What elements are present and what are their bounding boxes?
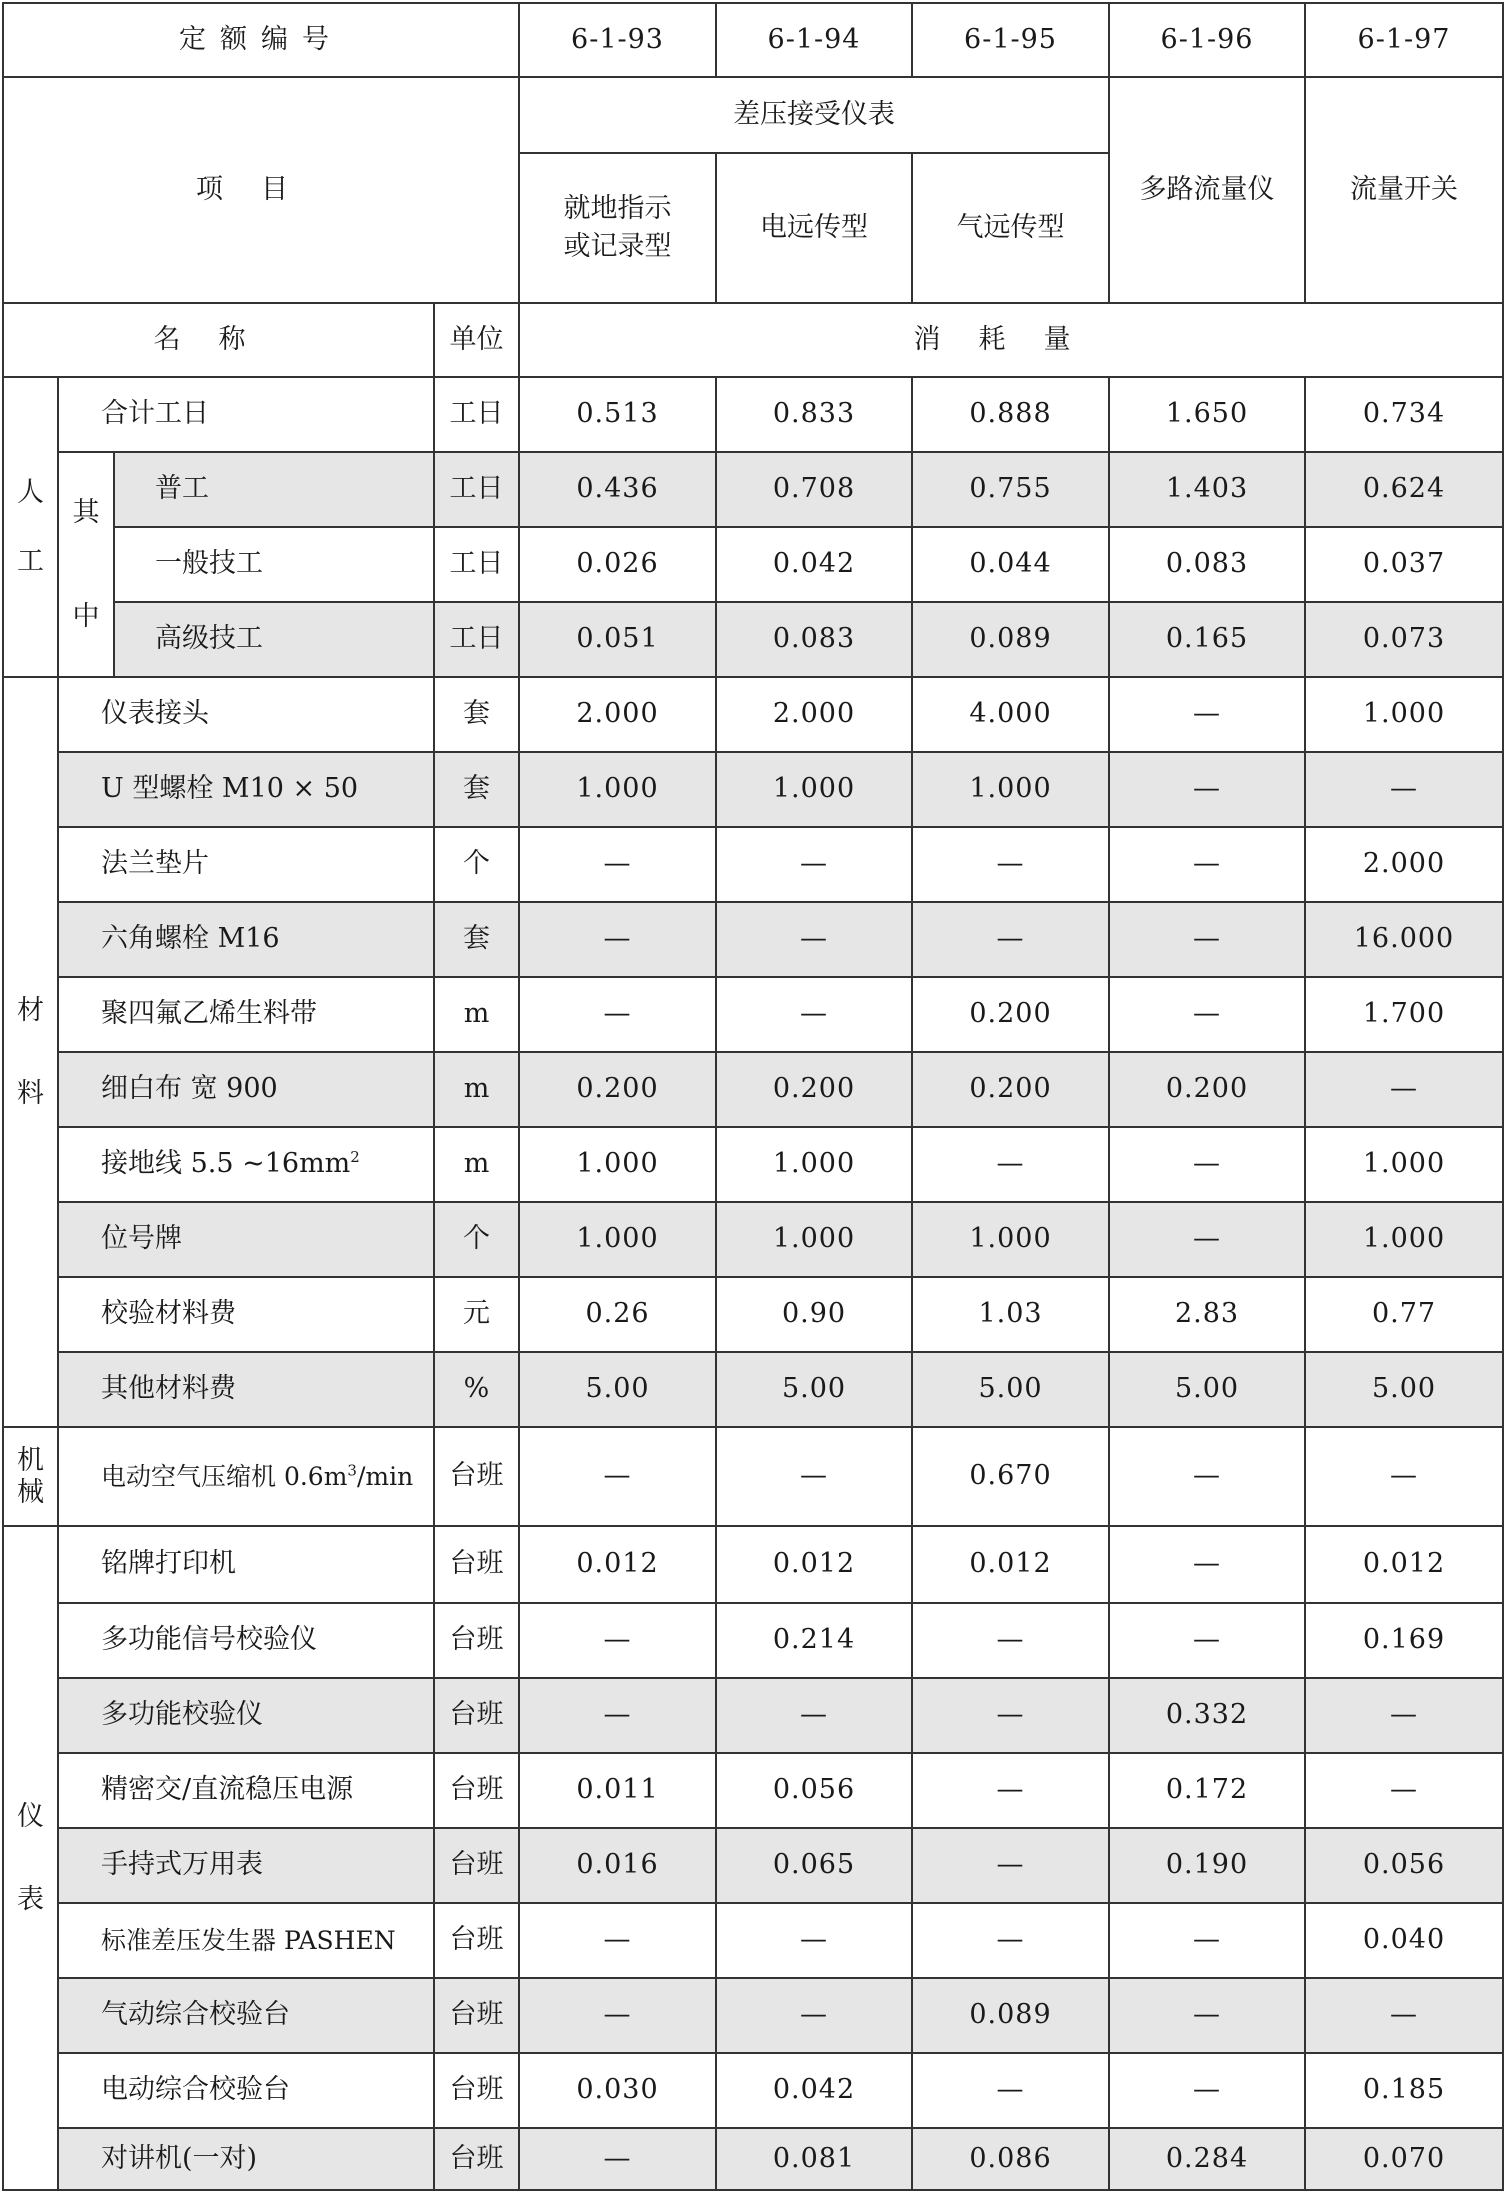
value-cell: 0.670 [912,1427,1109,1526]
code-cell: 6-1-93 [519,3,716,77]
row-unit: 台班 [434,1678,519,1753]
category-material [3,677,58,1427]
row-unit: 个 [434,1202,519,1277]
value-cell: 0.624 [1305,452,1503,527]
value-cell: 0.200 [912,1052,1109,1127]
value-cell: 1.000 [519,1127,716,1202]
value-cell: — [519,902,716,977]
value-cell: 0.081 [716,2128,912,2190]
value-cell: — [1109,1603,1305,1678]
value-cell: 2.000 [1305,827,1503,902]
value-cell: 1.000 [716,752,912,827]
row-name: 对讲机(一对) [58,2128,434,2190]
row-unit: 台班 [434,1828,519,1903]
value-cell: — [912,1127,1109,1202]
value-cell: — [1305,1052,1503,1127]
quota-number-label: 定额编号 [3,3,519,77]
quota-table [2,2,1504,2191]
value-cell: 5.00 [1109,1352,1305,1427]
value-cell: 1.000 [519,1202,716,1277]
row-name: 校验材料费 [58,1277,434,1352]
table-row [3,1352,1503,1427]
value-cell: 0.042 [716,527,912,602]
value-cell: — [912,1678,1109,1753]
value-cell: — [716,1427,912,1526]
table-row [3,452,1503,527]
row-name: 气动综合校验台 [58,1978,434,2053]
unit-label: 单位 [434,303,519,377]
value-cell: 1.700 [1305,977,1503,1052]
value-cell: 0.284 [1109,2128,1305,2190]
table-row [3,1526,1503,1603]
value-cell: 5.00 [716,1352,912,1427]
row-unit: 套 [434,752,519,827]
row-unit: 台班 [434,1903,519,1978]
category-labor-char: 工 [17,546,44,577]
value-cell: 1.000 [716,1127,912,1202]
row-unit: 台班 [434,2053,519,2128]
table-row [3,1903,1503,1978]
item-label: 项目 [3,77,519,303]
value-cell: — [716,1678,912,1753]
table-row [3,677,1503,752]
row-unit: m [434,977,519,1052]
value-cell: 0.030 [519,2053,716,2128]
value-cell: 5.00 [912,1352,1109,1427]
row-unit: 元 [434,1277,519,1352]
flow-switch-label: 流量开关 [1305,77,1503,303]
row-unit: 台班 [434,2128,519,2190]
table-row [3,827,1503,902]
row-unit: 台班 [434,1427,519,1526]
value-cell: 1.000 [1305,1127,1503,1202]
row-unit: 套 [434,677,519,752]
value-cell: 0.089 [912,602,1109,677]
value-cell: 0.734 [1305,377,1503,452]
row-unit: 工日 [434,452,519,527]
subtype-local-line2: 或记录型 [563,231,672,262]
group-label: 差压接受仪表 [519,77,1109,153]
category-machine [3,1427,58,1526]
value-cell: 0.888 [912,377,1109,452]
row-unit: 台班 [434,1978,519,2053]
subtype-pneumatic: 气远传型 [912,153,1109,303]
row-name-text: 接地线 5.5 ~16mm [101,1148,351,1180]
row-name: 其他材料费 [58,1352,434,1427]
header-group-row [3,77,1503,153]
row-name-sup: 3 [347,1461,357,1480]
value-cell: 0.044 [912,527,1109,602]
row-name: 铭牌打印机 [58,1526,434,1603]
value-cell: — [519,977,716,1052]
subtype-electric: 电远传型 [716,153,912,303]
value-cell: 0.185 [1305,2053,1503,2128]
value-cell: 0.086 [912,2128,1109,2190]
value-cell: 0.083 [716,602,912,677]
row-name: 仪表接头 [58,677,434,752]
value-cell: 1.000 [1305,1202,1503,1277]
row-unit: m [434,1052,519,1127]
value-cell: — [716,1903,912,1978]
value-cell: 0.065 [716,1828,912,1903]
row-unit: 工日 [434,602,519,677]
value-cell: — [1305,752,1503,827]
value-cell: — [519,1978,716,2053]
value-cell: — [1305,1678,1503,1753]
value-cell: — [1109,2053,1305,2128]
row-name [58,1427,434,1526]
table-row [3,1052,1503,1127]
value-cell: 0.083 [1109,527,1305,602]
value-cell: — [1109,827,1305,902]
category-machine-char: 械 [17,1476,44,1508]
value-cell: 0.042 [716,2053,912,2128]
category-material-char: 材 [17,994,44,1026]
row-unit: 工日 [434,377,519,452]
value-cell: 16.000 [1305,902,1503,977]
value-cell: — [1109,677,1305,752]
row-name: 一般技工 [114,527,434,602]
value-cell: 1.000 [519,752,716,827]
value-cell: — [519,1903,716,1978]
code-cell: 6-1-95 [912,3,1109,77]
row-name: 法兰垫片 [58,827,434,902]
value-cell: 0.040 [1305,1903,1503,1978]
value-cell: 0.012 [519,1526,716,1603]
header-name-row [3,303,1503,377]
table-row [3,977,1503,1052]
value-cell: — [519,1603,716,1678]
value-cell: — [912,1753,1109,1828]
value-cell: — [519,1678,716,1753]
row-name: 电动综合校验台 [58,2053,434,2128]
table-row [3,2128,1503,2190]
category-instrument-char: 仪 [17,1800,44,1832]
row-name: 多功能信号校验仪 [58,1603,434,1678]
quota-table-sheet [2,2,1502,2184]
consumption-label: 消耗量 [519,303,1503,377]
value-cell: — [519,1427,716,1526]
table-row [3,2053,1503,2128]
value-cell: — [1109,1978,1305,2053]
value-cell: — [1109,1427,1305,1526]
row-name: 聚四氟乙烯生料带 [58,977,434,1052]
value-cell: 0.051 [519,602,716,677]
category-machine-char: 机 [17,1445,44,1477]
value-cell: — [912,1603,1109,1678]
value-cell: 0.172 [1109,1753,1305,1828]
value-cell: 4.000 [912,677,1109,752]
table-row [3,1678,1503,1753]
value-cell: 1.403 [1109,452,1305,527]
value-cell: 1.000 [1305,677,1503,752]
header-code-row [3,3,1503,77]
value-cell: 0.200 [716,1052,912,1127]
value-cell: — [1109,752,1305,827]
row-unit: 台班 [434,1603,519,1678]
row-unit: m [434,1127,519,1202]
table-row [3,902,1503,977]
value-cell: 1.03 [912,1277,1109,1352]
row-name: 普工 [114,452,434,527]
value-cell: — [519,2128,716,2190]
category-instrument-char: 表 [17,1884,44,1915]
value-cell: 0.070 [1305,2128,1503,2190]
value-cell: 5.00 [519,1352,716,1427]
value-cell: — [1305,1978,1503,2053]
value-cell: 0.200 [1109,1052,1305,1127]
table-row [3,1753,1503,1828]
value-cell: — [912,902,1109,977]
value-cell: 0.016 [519,1828,716,1903]
value-cell: 1.650 [1109,377,1305,452]
value-cell: — [912,827,1109,902]
value-cell: 0.90 [716,1277,912,1352]
table-row [3,1127,1503,1202]
row-unit: 台班 [434,1526,519,1603]
value-cell: — [912,1828,1109,1903]
value-cell: 0.012 [1305,1526,1503,1603]
value-cell: — [716,827,912,902]
labor-total-row [3,377,1503,452]
value-cell: — [1109,977,1305,1052]
value-cell: — [1109,1526,1305,1603]
row-unit: 套 [434,902,519,977]
row-name-text: 电动空气压缩机 0.6m [101,1461,348,1491]
value-cell: — [912,1903,1109,1978]
value-cell: 0.056 [1305,1828,1503,1903]
row-unit: % [434,1352,519,1427]
value-cell: 0.011 [519,1753,716,1828]
value-cell: 0.073 [1305,602,1503,677]
value-cell: 0.026 [519,527,716,602]
category-labor [3,377,58,677]
code-cell: 6-1-97 [1305,3,1503,77]
row-name: 细白布 宽 900 [58,1052,434,1127]
table-row [3,1202,1503,1277]
value-cell: 0.332 [1109,1678,1305,1753]
value-cell: 0.513 [519,377,716,452]
table-row [3,752,1503,827]
value-cell: 0.012 [716,1526,912,1603]
value-cell: 0.012 [912,1526,1109,1603]
table-row [3,1603,1503,1678]
value-cell: 0.089 [912,1978,1109,2053]
value-cell: 0.77 [1305,1277,1503,1352]
value-cell: 0.200 [519,1052,716,1127]
value-cell: 0.833 [716,377,912,452]
value-cell: 0.26 [519,1277,716,1352]
value-cell: — [1109,1127,1305,1202]
value-cell: 0.755 [912,452,1109,527]
value-cell: 1.000 [716,1202,912,1277]
table-row [3,602,1503,677]
value-cell: — [716,1978,912,2053]
row-unit: 个 [434,827,519,902]
value-cell: 1.000 [912,752,1109,827]
row-name: 高级技工 [114,602,434,677]
row-name: 精密交/直流稳压电源 [58,1753,434,1828]
value-cell: — [716,977,912,1052]
value-cell: 0.165 [1109,602,1305,677]
category-labor-char: 人 [17,476,44,508]
row-name-suffix: /min [356,1461,414,1491]
table-row [3,1828,1503,1903]
table-row [3,527,1503,602]
value-cell: 2.000 [716,677,912,752]
labor-subcategory [58,452,114,677]
code-cell: 6-1-94 [716,3,912,77]
row-name [58,1127,434,1202]
category-instrument [3,1526,58,2190]
value-cell: 1.000 [912,1202,1109,1277]
row-name: 手持式万用表 [58,1828,434,1903]
labor-sub-char: 其 [72,497,100,529]
value-cell: 0.056 [716,1753,912,1828]
table-row [3,1427,1503,1526]
row-name-sup: 2 [350,1148,360,1167]
name-label: 名称 [3,303,434,377]
value-cell: 0.200 [912,977,1109,1052]
value-cell: 0.436 [519,452,716,527]
category-material-char: 料 [17,1078,44,1109]
value-cell: 2.000 [519,677,716,752]
value-cell: — [912,2053,1109,2128]
value-cell: — [1305,1753,1503,1828]
value-cell: 0.708 [716,452,912,527]
value-cell: — [1109,902,1305,977]
table-row [3,1978,1503,2053]
value-cell: — [519,827,716,902]
value-cell: — [1109,1903,1305,1978]
value-cell: 0.169 [1305,1603,1503,1678]
subtype-local [519,153,716,303]
value-cell: — [1109,1202,1305,1277]
row-unit: 台班 [434,1753,519,1828]
table-row [3,1277,1503,1352]
row-name: 位号牌 [58,1202,434,1277]
subtype-local-line1: 就地指示 [563,192,672,224]
value-cell: 0.190 [1109,1828,1305,1903]
labor-sub-char: 中 [72,600,100,632]
row-name: 多功能校验仪 [58,1678,434,1753]
multi-flow-label: 多路流量仪 [1109,77,1305,303]
value-cell: 5.00 [1305,1352,1503,1427]
code-cell: 6-1-96 [1109,3,1305,77]
value-cell: — [1305,1427,1503,1526]
value-cell: 0.214 [716,1603,912,1678]
row-unit: 工日 [434,527,519,602]
value-cell: 2.83 [1109,1277,1305,1352]
row-name: 合计工日 [58,377,434,452]
row-name: 六角螺栓 M16 [58,902,434,977]
value-cell: — [716,902,912,977]
value-cell: 0.037 [1305,527,1503,602]
row-name: 标准差压发生器 PASHEN [58,1903,434,1978]
row-name: U 型螺栓 M10 × 50 [58,752,434,827]
